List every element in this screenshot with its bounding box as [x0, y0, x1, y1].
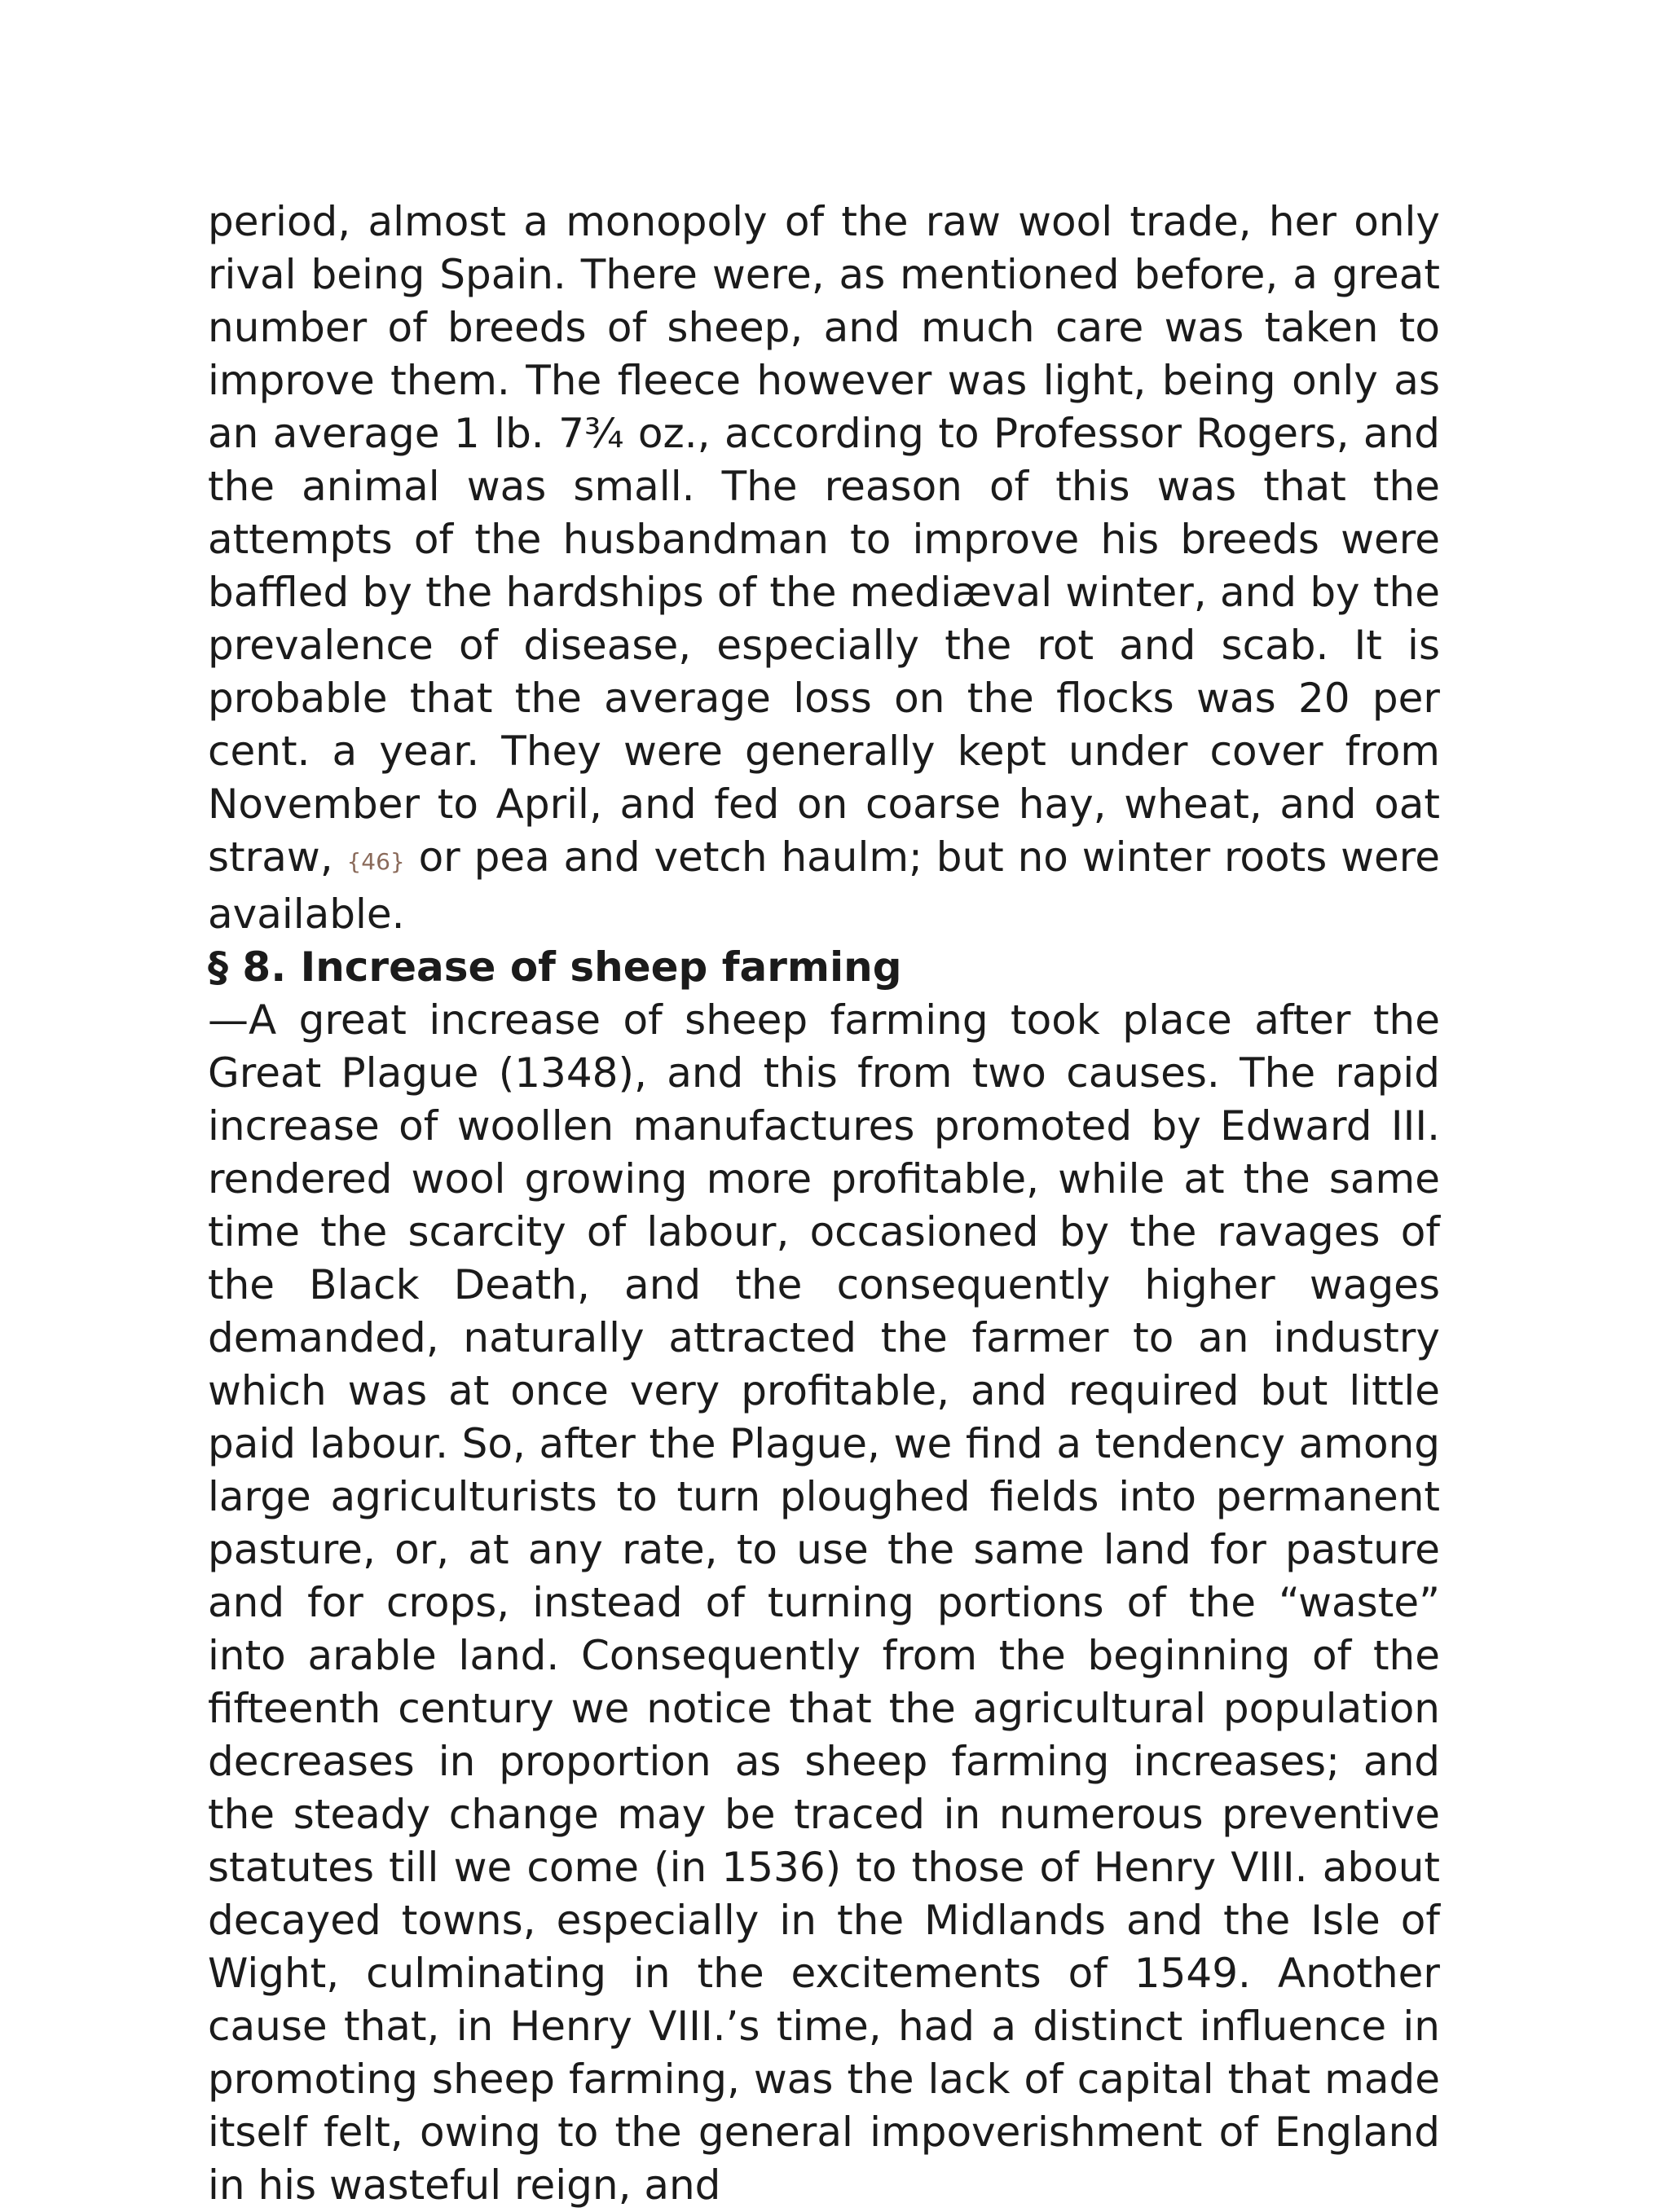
page-number-marker: {46}	[346, 848, 405, 875]
section-heading: § 8. Increase of sheep farming	[208, 943, 902, 991]
paragraph-sheep-farming: —A great increase of sheep farming took place after the Great Plague (1348), and this from two causes. The rapid increase of woollen manufactures promoted by Edward III. rendered wool growing more profitable, while at the same time the scarcity of labour, occasioned by the ravages of the Black Death, and the consequently higher wages demanded, naturally attracted the farmer to an industry which was at once very profitable, and required but little paid labour. So, after the Plague, we find a tendency among large agriculturists to turn ploughed fields into permanent pasture, or, at any rate, to use the same land for pasture and for crops, instead of turning portions of the “waste” into arable land. Consequently from the beginning of the fifteenth century we notice that the agricultural population decreases in proportion as sheep farming increases; and the steady change may be traced in numerous preventive statutes till we come (in 1536) to those of Henry VIII. about decayed towns, especially in the Midlands and the Isle of Wight, culminating in the excitements of 1549. Another cause that, in Henry VIII.’s time, had a distinct influence in promoting sheep farming, was the lack of capital that made itself felt, owing to the general impoverishment of England in his wasteful reign, and	[208, 996, 1440, 2209]
paragraph-text-after: or pea and vetch haulm; but no winter roots were available.	[208, 833, 1440, 938]
paragraph-wool-trade	[208, 196, 1440, 941]
paragraph-text-before: period, almost a monopoly of the raw wool trade, her only rival being Spain. There were, as mentioned before, a great number of breeds of sheep, and much care was taken to improve them. The fleece however was light, being only as an average 1 lb. 7¾ oz., according to Professor Rogers, and the animal was small. The reason of this was that the attempts of the husbandman to improve his breeds were baffled by the hardships of the mediæval winter, and by the prevalence of disease, especially the rot and scab. It is probable that the average loss on the flocks was 20 per cent. a year. They were generally kept under cover from November to April, and fed on coarse hay, wheat, and oat straw,	[208, 198, 1440, 881]
document-page	[208, 196, 1440, 2212]
